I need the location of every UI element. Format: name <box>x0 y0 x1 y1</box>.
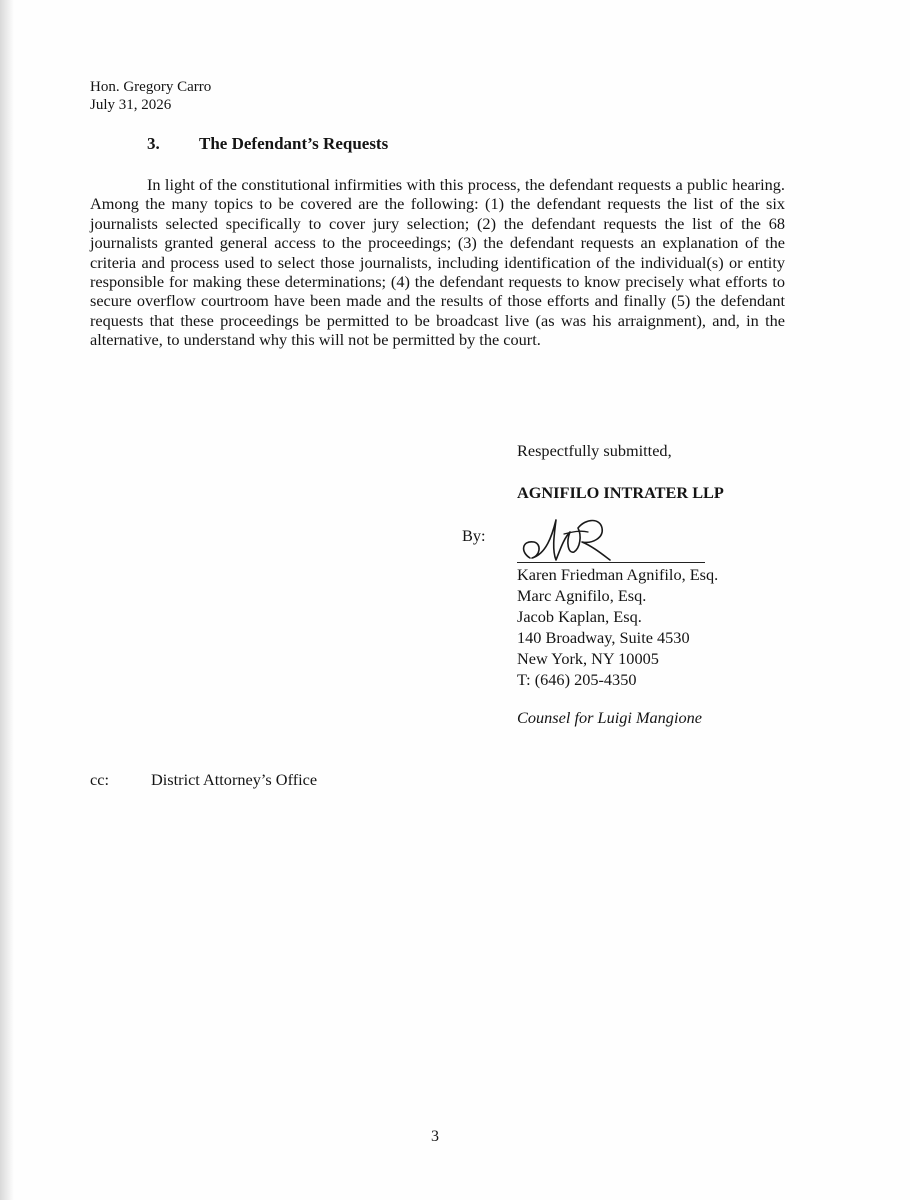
cc-recipient: District Attorney’s Office <box>151 770 318 789</box>
attorney-name-1: Karen Friedman Agnifilo, Esq. <box>517 565 719 584</box>
closing-salutation: Respectfully submitted, <box>517 441 672 460</box>
signature-line <box>517 562 705 563</box>
cc-label: cc: <box>90 770 109 789</box>
body-paragraph: In light of the constitutional infirmities with this process, the defendant requests a public hearing. Among the many topics to be covered are the following: (1) the defendant requests the list of the six journalists selected specifically to cover jury selection; (2) the defendant requests the list of the 68 journalists granted general access to the proceedings; (3) the defendant requests an explanation of the criteria and process used to select those journalists, including identification of the individual(s) or entity responsible for making these determinations; (4) the defendant requests to know precisely what efforts to secure overflow courtroom have been made and the results of those efforts and finally (5) the defendant requests that these proceedings be permitted to be broadcast live (as was his arraignment), and, in the alternative, to understand why this will not be permitted by the court. <box>90 175 785 350</box>
letter-header <box>90 78 211 114</box>
by-label: By: <box>462 526 486 545</box>
section-heading <box>147 134 388 154</box>
attorney-name-3: Jacob Kaplan, Esq. <box>517 607 642 626</box>
scan-edge-shadow <box>0 0 14 1200</box>
address-street: 140 Broadway, Suite 4530 <box>517 628 690 647</box>
letter-date: July 31, 2026 <box>90 97 172 113</box>
counsel-for: Counsel for Luigi Mangione <box>517 708 702 727</box>
handwritten-signature <box>516 514 626 564</box>
section-number: 3. <box>147 134 160 153</box>
signature-block <box>517 564 718 690</box>
address-city: New York, NY 10005 <box>517 649 659 668</box>
firm-name: AGNIFILO INTRATER LLP <box>517 483 724 502</box>
recipient-name: Hon. Gregory Carro <box>90 79 212 95</box>
section-title: The Defendant’s Requests <box>199 134 389 153</box>
page-number: 3 <box>431 1128 439 1145</box>
phone-number: T: (646) 205-4350 <box>517 670 637 689</box>
attorney-name-2: Marc Agnifilo, Esq. <box>517 586 647 605</box>
